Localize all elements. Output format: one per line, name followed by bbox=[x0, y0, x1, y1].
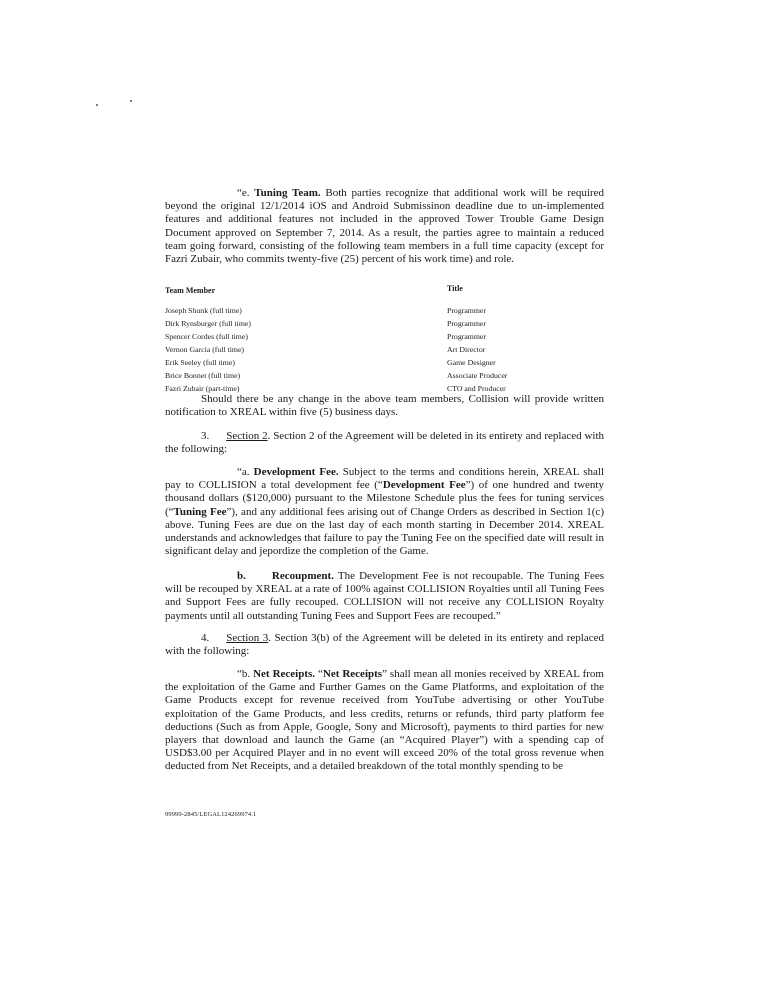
team-member-title: Programmer bbox=[447, 319, 486, 328]
table-row bbox=[165, 358, 605, 371]
paragraph-section-4: 4. Section 3. Section 3(b) of the Agreement will be deleted in its entirety and replaced with the following: bbox=[165, 632, 604, 658]
table-row bbox=[165, 345, 605, 358]
team-member-name: Joseph Shunk (full time) bbox=[165, 306, 242, 315]
document-reference: 99999-2845/LEGAL124269974.1 bbox=[165, 811, 257, 818]
tuning-team-heading: Tuning Team. bbox=[254, 187, 321, 199]
section-reference: Section 2 bbox=[226, 430, 268, 442]
section-reference: Section 3 bbox=[226, 632, 269, 644]
paragraph-tuning-team: “e. Tuning Team. Both parties recognize that additional work will be required beyond the original 12/1/2014 iOS and Android Submissinon deadline due to un-implemented features and additional features not included in the approved Tower Trouble Game Design Document approved on September 7, 2014. As a result, the parties agree to maintain a reduced team going forward, consisting of the following team members in a full time capacity (except for Fazri Zubair, who commits twenty-five (25) percent of his work time) and role. bbox=[165, 187, 605, 266]
recoupment-heading: Recoupment. bbox=[271, 570, 334, 582]
scan-speck bbox=[96, 104, 98, 106]
team-member-title: Associate Producer bbox=[447, 371, 508, 380]
team-member-name: Dirk Rynsburger (full time) bbox=[165, 319, 251, 328]
team-member-name: Spencer Cordes (full time) bbox=[165, 332, 248, 341]
title-header: Title bbox=[447, 284, 463, 293]
net-receipts-heading: Net Receipts. bbox=[253, 668, 316, 680]
paragraph-section-3: 3. Section 2. Section 2 of the Agreement will be deleted in its entirety and replaced with the following: bbox=[165, 430, 604, 456]
scan-speck bbox=[130, 100, 132, 102]
development-fee-heading: Development Fee. bbox=[253, 466, 339, 478]
table-row bbox=[165, 371, 605, 384]
paragraph-net-receipts: “b. Net Receipts. “Net Receipts” shall mean all monies received by XREAL from the exploitation of the Game and Further Games on the Game Platforms, and exploitation of the Game Products except for revenue received from YouTube advertising or other YouTube exploitation of the Game Products, and less credits, returns or refunds, third party platform fee deductions (Such as from Apple, Google, Sony and Microsoft), payments to third parties for new players that download and launch the Game (an “Acquired Player”) with a spending cap of USD$3.00 per Acquired Player and in no event will exceed 20% of the total gross revenue when deducted from Net Receipts, and a detailed breakdown of the total monthly spending to be bbox=[165, 668, 604, 773]
team-member-header: Team Member bbox=[165, 286, 216, 295]
paragraph-recoupment: b. Recoupment. The Development Fee is not recoupable. The Tuning Fees will be recouped by XREAL at a rate of 100% against COLLISION Royalties until all Tuning Fees and Support Fees are fully recouped. COLLISION will not receive any COLLISION Royalty payments until all outstanding Tuning Fees and Support Fees are recouped.” bbox=[165, 570, 604, 622]
team-member-title: Programmer bbox=[447, 306, 486, 315]
paragraph-change-notice: Should there be any change in the above team members, Collision will provide written notification to XREAL within five (5) business days. bbox=[165, 393, 604, 419]
table-row bbox=[165, 332, 605, 345]
team-member-name: Brice Bonnet (full time) bbox=[165, 371, 241, 380]
team-member-title: CTO and Producer bbox=[447, 384, 506, 393]
team-member-name: Fazri Zubair (part-time) bbox=[165, 384, 240, 393]
team-member-title: Art Director bbox=[447, 345, 486, 354]
team-member-title: Programmer bbox=[447, 332, 486, 341]
paragraph-development-fee: “a. Development Fee. Subject to the terms and conditions herein, XREAL shall pay to COLLISION a total development fee (“Development Fee”) of one hundred and twenty thousand dollars ($120,000) pursuant to the Milestone Schedule plus the fees for tuning services (“Tuning Fee”), and any additional fees arising out of Change Orders as described in Section 1(c) above. Tuning Fees are due on the last day of each month starting in December 2014. XREAL understands and acknowledges that failure to pay the Tuning Fee on the specified date will result in significant delay and jepordize the completion of the Game. bbox=[165, 466, 604, 558]
team-member-title: Game Designer bbox=[447, 358, 496, 367]
table-row bbox=[165, 319, 605, 332]
team-member-name: Vernon Garcia (full time) bbox=[165, 345, 245, 354]
table-row bbox=[165, 306, 605, 319]
team-member-name: Erik Seeley (full time) bbox=[165, 358, 235, 367]
